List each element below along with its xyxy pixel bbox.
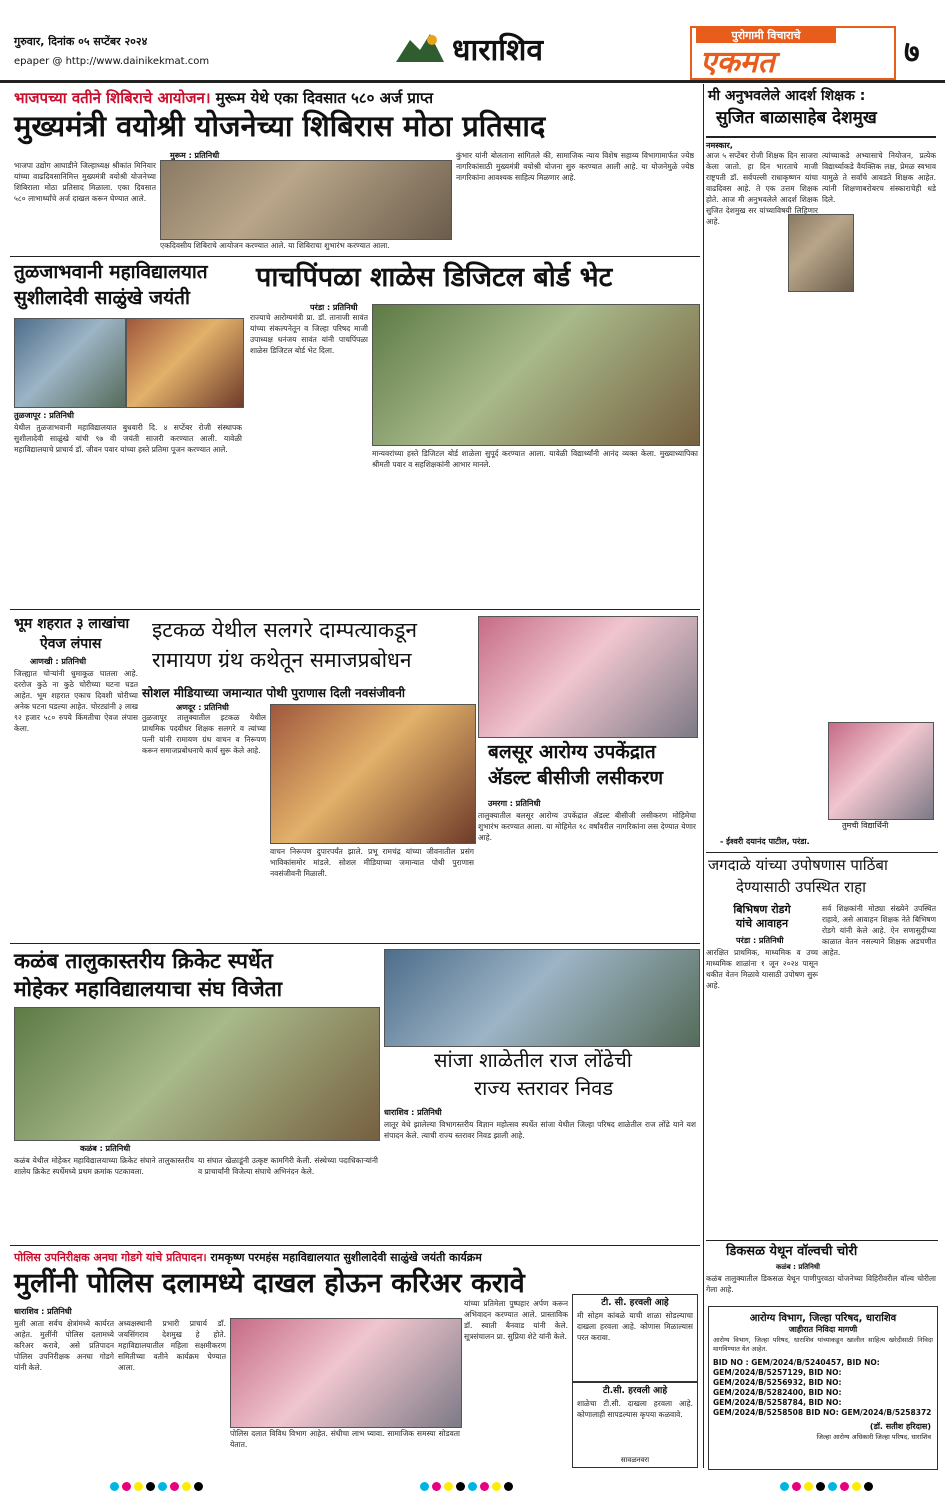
divider	[706, 852, 938, 853]
story-subhead-line1: बिभिषण रोडगे	[733, 903, 791, 916]
tender-subtitle: जाहीरात निविदा मागणी	[788, 1325, 858, 1334]
brand-box	[690, 26, 896, 80]
column-heading-line2: सुजित बाळासाहेब देशमुख	[716, 108, 877, 128]
story-byline: परंडा : प्रतिनिधी	[310, 303, 358, 312]
tender-intro: आरोग्य विभाग, जिल्हा परिषद, धाराशिव यांच्याकडून खालील साहित्य खरेदीसाठी निविदा मागविण्यात येत आहेत.	[713, 1336, 933, 1353]
divider	[10, 609, 700, 610]
story-photo	[384, 949, 700, 1047]
epaper-line[interactable]: epaper @ http://www.dainikekmat.com	[14, 56, 210, 67]
story-body: आरक्षित प्राथमिक, माध्यमिक व उच्च माध्यमिक शाळांना १ जून २०२४ पासून थकीत वेतन मिळावे यासाठी उपोषण सुरू आहे.	[706, 948, 818, 990]
story-body: राज्याचे आरोग्यमंत्री प्रा. डॉ. तानाजी सावंत यांच्या संकल्पनेतून व जिल्हा परिषद माजी उपाध्यक्ष धनंजय सावंत यांनी पाचपिंपळा शाळेस डिजिटल बोर्ड भेट दिला.	[250, 313, 368, 355]
kicker-rest: रामकृष्ण परमहंस महाविद्यालयात सुशीलादेवी साळुंखे जयंती कार्यक्रम	[210, 1251, 482, 1264]
kicker-highlight: पोलिस उपनिरीक्षक अनघा गोडगे यांचे प्रतिपादन।	[14, 1251, 207, 1264]
classified-ad-body: मी सोहम कांबळे याची शाळा सोडल्याचा दाखला हरवला आहे. कोणास मिळाल्यास परत करावा.	[577, 1311, 693, 1342]
edition-name: धाराशिव	[452, 33, 544, 68]
masthead-divider	[0, 80, 945, 83]
story-body: तालुक्यातील बलसूर आरोग्य उपकेंद्रात ॲडल्ट बीसीजी लसीकरण मोहिमेचा शुभारंभ करण्यात आला. या मोहिमेत १८ वर्षांवरील नागरिकांना लस देण्यात येणार आहे.	[478, 811, 696, 842]
story-byline: कळंब : प्रतिनिधी	[776, 1263, 820, 1271]
story-headline-line2: राज्य स्तरावर निवड	[474, 1076, 614, 1100]
story-headline-line2: मोहेकर महाविद्यालयाचा संघ विजेता	[14, 977, 283, 1001]
story-body: तुळजापूर तालुक्यातील इटकळ येथील प्राथमिक पदवीधर शिक्षक सलगरे व त्यांच्या पत्नी यांनी रामायण ग्रंथ वाचन व निरूपण करून समाजप्रबोधनाचे कार्य सुरू केले आहे.	[142, 713, 266, 755]
story-body: भाजपा उद्योग आघाडीने जिल्हाध्यक्ष श्रीकांत मिनियार यांच्या वाढदिवसानिमित्त मुख्यमंत्री वयोश्री योजनेच्या शिबिराला मोठा प्रतिसाद मिळाला. एका दिवसात ५८० लाभार्थ्यांचे अर्ज दाखल करून घेण्यात आले.	[14, 161, 156, 203]
classified-ad-body: शाळेचा टी.सी. दाखला हरवला आहे. कोणालाही सापडल्यास कृपया कळवावे.	[577, 1399, 693, 1419]
author-caption: तुमची विद्यार्थिनी	[842, 821, 889, 830]
story-byline: आणखी : प्रतिनिधी	[30, 657, 87, 666]
story-byline: कळंब : प्रतिनिधी	[80, 1144, 131, 1153]
story-photo	[160, 160, 452, 240]
story-body: जिल्ह्यात चोऱ्यांनी धुमाकूळ घातला आहे. दररोज कुठे ना कुठे चोरीच्या घटना घडत आहेत. भूम शहरात एकाच दिवशी चोरीच्या अनेक घटना घडल्या आहेत. चोरट्यांनी ३ लाख ९२ हजार ५८० रुपये किंमतीचा ऐवज लंपास केला.	[14, 669, 138, 733]
kicker-highlight: भाजपच्या वतीने शिबिराचे आयोजन।	[14, 89, 211, 107]
story-byline: अणदूर : प्रतिनिधी	[176, 703, 229, 712]
story-pachpimpla	[250, 258, 700, 608]
story-body-right: या संघात खेळाडूंनी उत्कृष्ट कामगिरी केली. संस्थेच्या पदाधिकाऱ्यांनी व प्राचार्यांनी विजेत्या संघाचे अभिनंदन केले.	[198, 1156, 378, 1176]
classified-ad-2	[572, 1382, 698, 1468]
story-photo	[372, 304, 700, 446]
author-name: - ईश्वरी दयानंद पाटील, परंडा.	[720, 837, 810, 846]
author-photo	[828, 722, 934, 820]
story-body-right: मान्यवरांच्या हस्ते डिजिटल बोर्ड शाळेला सुपूर्द करण्यात आला. यावेळी विद्यार्थ्यांनी आनंद व्यक्त केला. मुख्याध्यापिका श्रीमती पवार व सहशिक्षकांनी आभार मानले.	[372, 449, 698, 469]
story-kicker	[14, 1250, 482, 1265]
story-headline-line2: देण्यासाठी उपस्थित राहा	[736, 878, 867, 896]
column-body-left: आज ५ सप्टेंबर रोजी शिक्षक दिन साजरा केला जातो. हा दिन भारताचे माजी राष्ट्रपती डॉ. सर्वपल्ली राधाकृष्णन यांचा वाढदिवस आहे. ते एक उत्तम शिक्षक होते. आज मी अनुभवलेले आदर्श शिक्षक सुजित देशमुख सर यांच्याविषयी लिहिणार आहे.	[706, 151, 818, 226]
story-photo-caption: एकदिवसीय शिबिराचे आयोजन करण्यात आले. या शिबिराचा शुभारंभ करण्यात आला.	[160, 241, 390, 250]
tender-signatory: (डॉ. सतीश हरिदास)	[869, 1422, 931, 1431]
divider	[10, 256, 700, 257]
column-ideal-teacher	[706, 84, 938, 830]
tender-signatory-title: जिल्हा आरोग्य अधिकारी जिल्हा परिषद, धाराशिव	[816, 1433, 931, 1441]
story-kicker	[14, 88, 433, 108]
story-headline-line1: बलसूर आरोग्य उपकेंद्रात	[488, 741, 656, 763]
story-headline: डिकसळ येथून वॉल्वची चोरी	[726, 1244, 858, 1259]
story-police-career	[0, 1248, 700, 1468]
story-headline-line1: भूम शहरात ३ लाखांचा	[14, 616, 130, 632]
story-photo	[478, 616, 698, 738]
story-body: कळंब तालुक्यातील डिकसळ येथून पाणीपुरवठा योजनेच्या विहिरीवरील वॉल्व चोरीला गेला आहे.	[706, 1274, 936, 1294]
story-headline-line2: ॲडल्ट बीसीजी लसीकरण	[488, 767, 664, 789]
story-subhead-line2: यांचे आवाहन	[735, 917, 789, 930]
color-registration-marks-right	[780, 1476, 876, 1495]
column-heading-line1: मी अनुभवलेले आदर्श शिक्षक :	[708, 88, 866, 104]
story-body: लातूर येथे झालेल्या विभागस्तरीय विज्ञान महोत्सव स्पर्धेत सांजा येथील जिल्हा परिषद शाळेतील राज लोंढे याने यश संपादन केले. त्याची राज्य स्तरावर निवड झाली आहे.	[384, 1120, 696, 1140]
story-byline: धाराशिव : प्रतिनिधी	[384, 1108, 442, 1117]
story-byline: तुळजापूर : प्रतिनिधी	[14, 411, 74, 420]
tender-title: आरोग्य विभाग, जिल्हा परिषद, धाराशिव	[749, 1313, 897, 1324]
story-subhead: सोशल मीडियाच्या जमान्यात पोथी पुराणास दिली नवसंजीवनी	[142, 686, 405, 700]
story-headline: मुलींनी पोलिस दलामध्ये दाखल होऊन करिअर करावे	[14, 1268, 525, 1299]
story-headline-line1: सांजा शाळेतील राज लोंढेची	[434, 1048, 632, 1072]
divider	[10, 1245, 700, 1246]
story-body: कळंब येथील मोहेकर महाविद्यालयाच्या क्रिकेट संघाने तालुकास्तरीय शालेय क्रिकेट स्पर्धेमध्ये प्रथम क्रमांक पटकावला.	[14, 1156, 194, 1176]
classified-ad-title: टी. सी. हरवली आहे	[601, 1298, 669, 1308]
story-byline: परंडा : प्रतिनिधी	[736, 936, 784, 945]
color-registration-marks-center	[420, 1476, 516, 1495]
story-headline-line1: जगदाळे यांच्या उपोषणास पाठिंबा	[708, 856, 888, 874]
story-body: येथील तुळजाभवानी महाविद्यालयात बुधवारी दि. ४ सप्टेंबर रोजी संस्थापक सुशीलादेवी साळुंखे यांची ९७ वी जयंती साजरी करण्यात आली. यावेळी महाविद्यालयाचे प्राचार्य डॉ. जीवन पवार यांच्या हस्ते प्रतिमा पूजन करण्यात आले.	[14, 423, 242, 454]
classified-ad-footer: सावळनवरा	[620, 1456, 650, 1464]
story-byline: उमरगा : प्रतिनिधी	[488, 799, 541, 808]
divider	[10, 943, 700, 944]
story-headline-line1: तुळजाभवानी महाविद्यालयात	[14, 261, 208, 283]
masthead	[0, 0, 945, 84]
brand-name: एकमत	[700, 45, 775, 80]
classified-ad-1	[572, 1294, 698, 1382]
classified-ad-title: टी.सी. हरवली आहे	[602, 1386, 668, 1396]
page-number: ७	[904, 35, 920, 70]
story-photo	[270, 704, 476, 844]
story-headline-line2: सुशीलादेवी साळुंखे जयंती	[14, 287, 190, 309]
color-registration-marks-left	[110, 1476, 206, 1495]
story-headline-line2: रामायण ग्रंथ कथेतून समाजप्रबोधन	[152, 648, 412, 672]
story-kalamb-cricket	[0, 945, 382, 1245]
column-body-right: त्यांच्याकडे अभ्यासाचे नियोजन, प्रत्येक विद्यार्थ्याकडे वैयक्तिक लक्ष, प्रेमळ स्वभाव यामुळे ते सर्वांचे आवडते शिक्षक आहेत. त्यांनी शिक्षणाबरोबरच संस्काराचेही धडे दिले.	[822, 151, 936, 204]
story-body-right: सर्व शिक्षकांनी मोठ्या संख्येने उपस्थित राहावे, असे आवाहन शिक्षक नेते बिभिषण रोडगे यांनी केले आहे. ऐन सणासुदीच्या काळात वेतन नसल्याने शिक्षक अडचणीत आहेत.	[822, 904, 936, 957]
story-photo-right	[126, 318, 244, 408]
story-body: मुली आता सर्वच क्षेत्रांमध्ये कार्यरत आहेत. मुलींनी पोलिस दलामध्ये करिअर करावे, असे प्रतिपादन पोलिस उपनिरीक्षक अनघा गोडगे यांनी केले.	[14, 1319, 114, 1372]
story-body-right: यांच्या प्रतिमेला पुष्पहार अर्पण करून अभिवादन करण्यात आले. प्रास्ताविक डॉ. स्वाती बैनवाड यांनी केले. सूत्रसंचालन प्रा. सुप्रिया शेटे यांनी केले.	[464, 1299, 568, 1341]
story-photo-left	[14, 318, 126, 408]
story-balsur	[478, 612, 700, 942]
story-itkal	[142, 612, 476, 942]
story-photo	[14, 1007, 380, 1141]
story-subhead	[706, 903, 818, 931]
tender-bids: BID NO : GEM/2024/B/5240457, BID NO: GEM/2024/B/5257129, BID NO: GEM/2024/B/5256932, BID NO: GEM/2024/B/5282400, BID NO: GEM/2024/B/5258784, BID NO: GEM/2024/B/5258508 BID NO: GEM/2024/B/5258372	[713, 1358, 932, 1417]
story-jagdale	[706, 855, 938, 1075]
kicker-rest: मुरूम येथे एका दिवसात ५८० अर्ज प्राप्त	[215, 89, 434, 107]
story-diksal	[706, 1243, 938, 1303]
story-headline-line1: कळंब तालुकास्तरीय क्रिकेट स्पर्धेत	[14, 949, 273, 973]
story-body-mid: अध्यक्षस्थानी प्रभारी प्राचार्य डॉ. जयसिंगराव देशमुख हे होते. महाविद्यालयातील महिला सक्षमीकरण समितीच्या वतीने कार्यक्रम घेण्यात आला.	[118, 1319, 226, 1372]
brand-tagline: पुरोगामी विचाराचे	[696, 28, 836, 43]
story-vayoshri	[0, 84, 700, 256]
story-headline: पाचपिंपळा शाळेस डिजिटल बोर्ड भेट	[256, 262, 613, 293]
story-headline-line2: ऐवज लंपास	[40, 636, 102, 652]
story-byline: धाराशिव : प्रतिनिधी	[14, 1307, 72, 1316]
divider	[706, 1240, 938, 1241]
story-photo	[230, 1318, 462, 1428]
story-headline: मुख्यमंत्री वयोश्री योजनेच्या शिबिरास मोठा प्रतिसाद	[14, 109, 546, 143]
story-sanja	[384, 945, 700, 1245]
story-byline: मुरूम : प्रतिनिधी	[170, 151, 220, 160]
column-divider	[703, 84, 704, 1468]
date-line: गुरुवार, दिनांक ०५ सप्टेंबर २०२४	[14, 35, 148, 48]
story-photo-caption: पोलिस दलात विविध विभाग आहेत. संधीचा लाभ घ्यावा. सामाजिक समस्या सोडवता येतात.	[230, 1429, 460, 1449]
story-body-right: कुंभार यांनी बोलताना सांगितले की, सामाजिक न्याय विशेष सहाय्य विभागामार्फत ज्येष्ठ नागरिकांसाठी मुख्यमंत्री वयोश्री योजना सुरु करण्यात आली आहे. या योजनेमुळे ज्येष्ठ नागरिकांना आवश्यक साहित्य मिळणार आहे.	[456, 151, 694, 182]
tender-notice	[708, 1306, 938, 1470]
edition-logo-icon	[392, 28, 448, 68]
story-tuljabhavani	[0, 258, 246, 608]
column-first-word: नमस्कार,	[706, 141, 733, 150]
story-body-bottom: वाचन निरूपण दुपारपर्यंत झाले. प्रभू रामचंद्र यांच्या जीवनातील प्रसंग भाविकांसमोर मांडले. सोशल मीडियाच्या जमान्यात पोथी पुराणास नवसंजीवनी मिळाली.	[270, 847, 474, 878]
column-heading-box	[706, 86, 936, 138]
story-headline-line1: इटकळ येथील सलगरे दाम्पत्याकडून	[152, 618, 418, 642]
story-bhoom	[0, 612, 140, 942]
